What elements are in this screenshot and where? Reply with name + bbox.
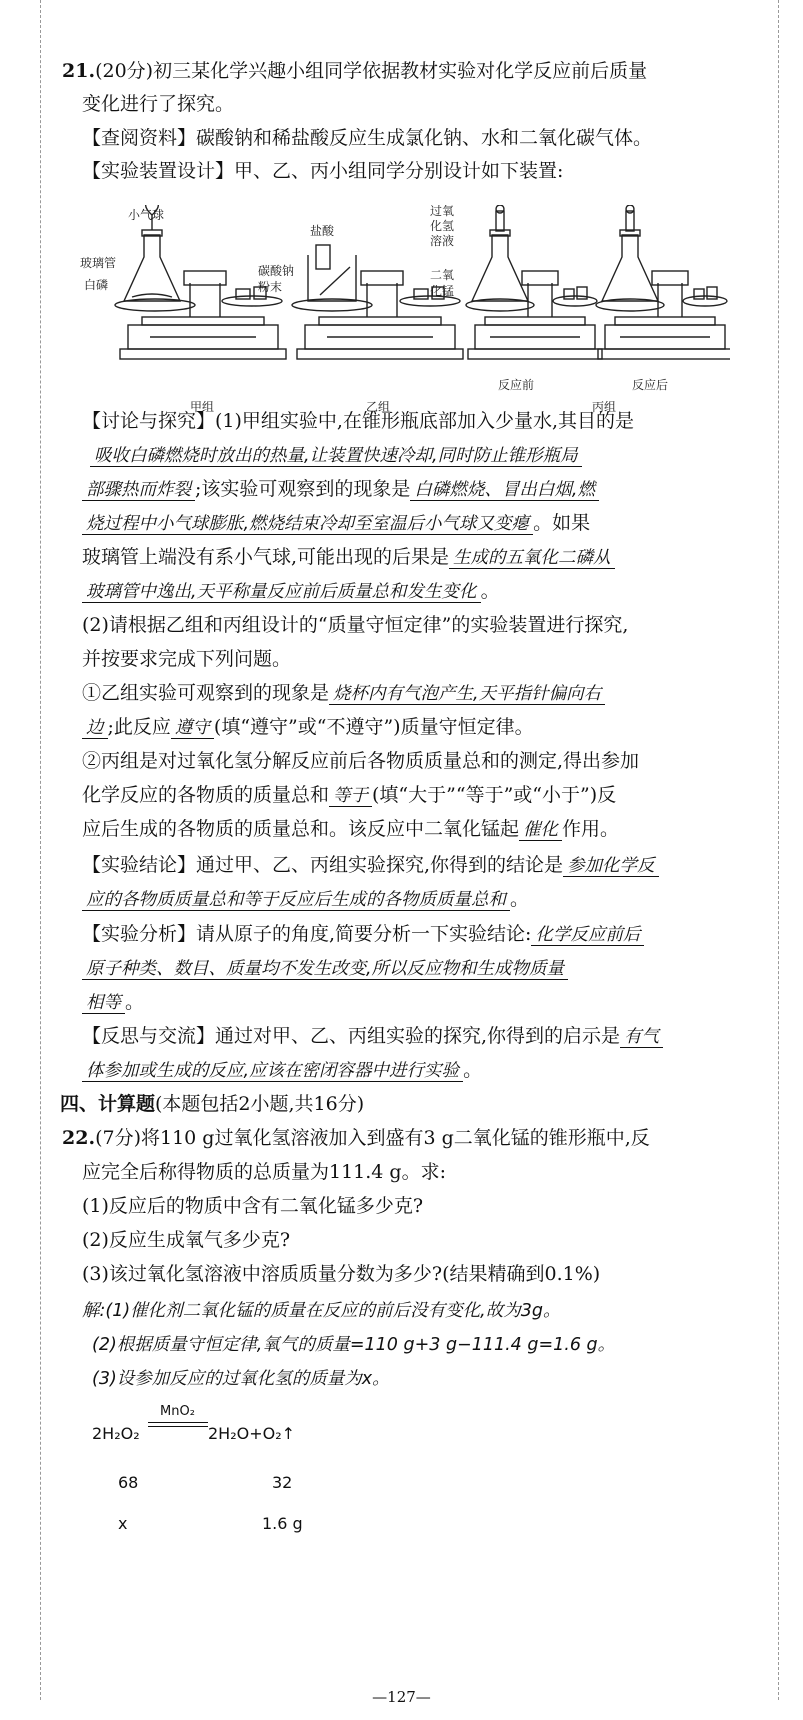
label-hydrochloric-acid: 盐酸	[310, 224, 335, 238]
answer-equal: 等于	[329, 786, 372, 807]
answer-purpose-2: 部骤热而炸裂	[82, 480, 195, 501]
q22-solution-2: (2)根据质量守恒定律,氧气的质量=110 g+3 g−111.4 g=1.6 g。	[92, 1335, 616, 1355]
discussion-2-line-1: (2)请根据乙组和丙组设计的“质量守恒定律”的实验装置进行探究,	[82, 614, 629, 636]
oxygen-mass: 1.6 g	[262, 1514, 303, 1533]
label-before-reaction: 反应前	[498, 378, 535, 392]
equation-reactant: 2H₂O₂	[92, 1424, 140, 1443]
q21-setup-design: 【实验装置设计】甲、乙、丙小组同学分别设计如下装置:	[82, 160, 564, 182]
q21-line-1: 21.(20分)初三某化学兴趣小组同学依据教材实验对化学反应前后质量	[62, 60, 648, 82]
equation-arrow-line-top	[148, 1422, 208, 1423]
label-mno2-1: 二氧	[430, 268, 455, 282]
balance-group-c-after	[596, 271, 730, 359]
label-mno2-2: 化锰	[430, 284, 455, 298]
answer-phenomenon-2: 烧过程中小气球膨胀,燃烧结束冷却至室温后小气球又变瘪	[82, 514, 533, 535]
discussion-1-line-5: 玻璃管上端没有系小气球,可能出现的后果是 生成的五氧化二磷从	[82, 544, 615, 571]
answer-obey: 遵守	[171, 718, 214, 739]
binding-line-right	[778, 0, 779, 1700]
discussion-2b-line-1: ②丙组是对过氧化氢分解反应前后各物质质量总和的测定,得出参加	[82, 750, 640, 772]
q22-solution-3: (3)设参加反应的过氧化氢的质量为x。	[92, 1369, 390, 1389]
q22-line-2: 应完全后称得物质的总质量为111.4 g。求:	[82, 1161, 446, 1183]
label-sodium-carbonate: 碳酸钠	[258, 264, 295, 278]
answer-phenomenon-1: 白磷燃烧、冒出白烟,燃	[410, 480, 599, 501]
label-glass-tube: 玻璃管	[80, 256, 117, 270]
unknown-x: x	[118, 1514, 128, 1533]
apparatus-figure	[80, 205, 730, 440]
answer-consequence-2: 玻璃管中逸出,天平称量反应前后质量总和发生变化	[82, 582, 481, 603]
answer-purpose-1: 吸收白磷燃烧时放出的热量,让装置快速冷却,同时防止锥形瓶局	[90, 446, 582, 467]
q21-line-2: 变化进行了探究。	[82, 93, 235, 115]
answer-conclusion-1: 参加化学反	[563, 856, 659, 877]
q22-question-1: (1)反应后的物质中含有二氧化锰多少克?	[82, 1195, 424, 1217]
answer-analysis-3: 相等	[82, 993, 125, 1014]
label-balloon: 小气球	[128, 208, 165, 222]
conclusion-line-2: 应的各物质质量总和等于反应后生成的各物质质量总和 。	[82, 886, 529, 913]
answer-reflection-2: 体参加或生成的反应,应该在密闭容器中进行实验	[82, 1061, 463, 1082]
discussion-2b-line-3: 应后生成的各物质的质量总和。该反应中二氧化锰起 催化 作用。	[82, 818, 620, 840]
answer-consequence-1: 生成的五氧化二磷从	[449, 548, 615, 569]
answer-conclusion-2: 应的各物质质量总和等于反应后生成的各物质质量总和	[82, 890, 510, 911]
q22-question-3: (3)该过氧化氢溶液中溶质质量分数为多少?(结果精确到0.1%)	[82, 1263, 601, 1285]
mass-ratio-o2: 32	[272, 1473, 293, 1492]
conclusion-line-1: 【实验结论】通过甲、乙、丙组实验探究,你得到的结论是 参加化学反	[82, 852, 659, 879]
label-h2o2-2: 化氢	[430, 219, 455, 233]
answer-catalyst: 催化	[519, 820, 562, 841]
discussion-1-line-3: 部骤热而炸裂 ;该实验可观察到的现象是 白磷燃烧、冒出白烟,燃	[82, 476, 599, 503]
discussion-2-line-2: 并按要求完成下列问题。	[82, 648, 292, 670]
discussion-1-line-4: 烧过程中小气球膨胀,燃烧结束冷却至室温后小气球又变瘪 。如果	[82, 510, 590, 537]
flask-group-c-before	[472, 205, 528, 301]
binding-line-left	[40, 0, 41, 1700]
label-group-b: 乙组	[366, 400, 391, 414]
label-after-reaction: 反应后	[632, 378, 669, 392]
answer-analysis-2: 原子种类、数目、质量均不发生改变,所以反应物和生成物质量	[82, 959, 568, 980]
analysis-line-1: 【实验分析】请从原子的角度,简要分析一下实验结论: 化学反应前后	[82, 921, 644, 948]
answer-group-b-phenomenon-2: 边	[82, 718, 108, 739]
discussion-1-line-1: 【讨论与探究】(1)甲组实验中,在锥形瓶底部加入少量水,其目的是	[82, 410, 634, 432]
q22-question-2: (2)反应生成氧气多少克?	[82, 1229, 291, 1251]
equation-arrow-line-bottom	[148, 1426, 208, 1427]
label-h2o2-3: 溶液	[430, 234, 455, 248]
discussion-1-line-2	[90, 442, 582, 469]
label-white-phosphorus: 白磷	[84, 278, 109, 292]
q22-solution-1: 解:(1)催化剂二氧化锰的质量在反应的前后没有变化,故为3g。	[82, 1301, 561, 1321]
answer-analysis-1: 化学反应前后	[531, 925, 644, 946]
label-group-a: 甲组	[190, 400, 215, 414]
q22-line-1: 22.(7分)将110 g过氧化氢溶液加入到盛有3 g二氧化锰的锥形瓶中,反	[62, 1127, 650, 1149]
beaker-group-b	[308, 245, 356, 301]
analysis-line-2	[82, 955, 568, 982]
discussion-2b-line-2: 化学反应的各物质的质量总和 等于 (填“大于”“等于”或“小于”)反	[82, 784, 617, 806]
flask-group-c-after	[602, 205, 658, 301]
label-powder: 粉末	[258, 280, 283, 294]
label-group-c: 丙组	[592, 400, 617, 414]
answer-reflection-1: 有气	[620, 1027, 663, 1048]
mass-ratio-h2o2: 68	[118, 1473, 139, 1492]
reflection-line-1: 【反思与交流】通过对甲、乙、丙组实验的探究,你得到的启示是 有气	[82, 1023, 663, 1050]
page-number: —127—	[372, 1688, 431, 1706]
section-4-heading: 四、计算题(本题包括2小题,共16分)	[60, 1093, 365, 1115]
answer-group-b-phenomenon-1: 烧杯内有气泡产生,天平指针偏向右	[329, 684, 605, 705]
discussion-2a-line-1: ①乙组实验可观察到的现象是 烧杯内有气泡产生,天平指针偏向右	[82, 680, 605, 707]
discussion-2a-line-2: 边 ;此反应 遵守 (填“遵守”或“不遵守”)质量守恒定律。	[82, 714, 534, 741]
reflection-line-2: 体参加或生成的反应,应该在密闭容器中进行实验 。	[82, 1057, 482, 1084]
q21-reference: 【查阅资料】碳酸钠和稀盐酸反应生成氯化钠、水和二氧化碳气体。	[82, 127, 653, 149]
equation-catalyst: MnO₂	[160, 1404, 195, 1419]
balance-group-c-before	[466, 271, 602, 359]
discussion-1-line-6: 玻璃管中逸出,天平称量反应前后质量总和发生变化 。	[82, 578, 500, 605]
label-h2o2-1: 过氧	[430, 205, 455, 218]
analysis-line-3: 相等 。	[82, 989, 144, 1016]
equation-products: 2H₂O+O₂↑	[208, 1424, 296, 1443]
